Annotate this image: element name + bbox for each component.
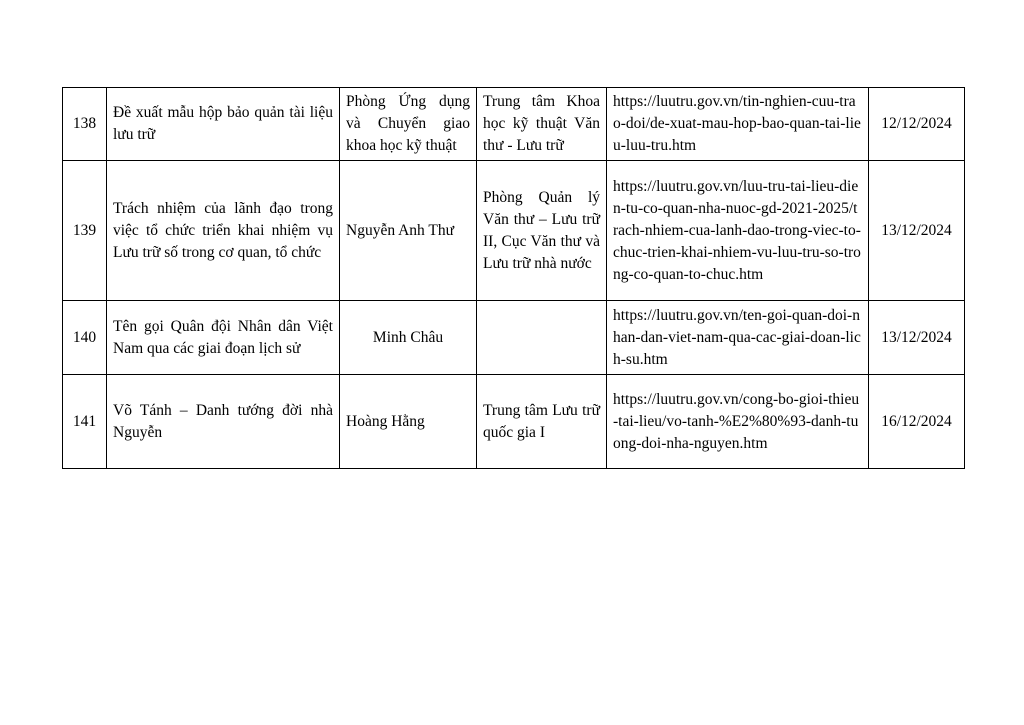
publish-date: 13/12/2024	[869, 301, 965, 375]
article-author: Phòng Ứng dụng và Chuyển giao khoa học kỹ thuật	[340, 88, 477, 161]
table-row	[63, 301, 965, 375]
article-title: Tên gọi Quân đội Nhân dân Việt Nam qua các giai đoạn lịch sử	[107, 301, 340, 375]
row-number: 138	[63, 88, 107, 161]
article-author: Minh Châu	[340, 301, 477, 375]
article-link[interactable]: https://luutru.gov.vn/ten-goi-quan-doi-nhan-dan-viet-nam-qua-cac-giai-doan-lich-su.htm	[607, 301, 869, 375]
article-link[interactable]: https://luutru.gov.vn/cong-bo-gioi-thieu-tai-lieu/vo-tanh-%E2%80%93-danh-tuong-doi-nha-nguyen.htm	[607, 375, 869, 469]
row-number: 140	[63, 301, 107, 375]
table-row	[63, 88, 965, 161]
publish-date: 12/12/2024	[869, 88, 965, 161]
row-number: 139	[63, 161, 107, 301]
article-organization: Trung tâm Khoa học kỹ thuật Văn thư - Lưu trữ	[477, 88, 607, 161]
publish-date: 16/12/2024	[869, 375, 965, 469]
article-title: Đề xuất mẫu hộp bảo quản tài liệu lưu trữ	[107, 88, 340, 161]
article-title: Trách nhiệm của lãnh đạo trong việc tổ chức triển khai nhiệm vụ Lưu trữ số trong cơ quan, tổ chức	[107, 161, 340, 301]
article-organization	[477, 301, 607, 375]
article-organization: Trung tâm Lưu trữ quốc gia I	[477, 375, 607, 469]
table-row	[63, 161, 965, 301]
article-organization: Phòng Quản lý Văn thư – Lưu trữ II, Cục Văn thư và Lưu trữ nhà nước	[477, 161, 607, 301]
row-number: 141	[63, 375, 107, 469]
article-title: Võ Tánh – Danh tướng đời nhà Nguyễn	[107, 375, 340, 469]
article-link[interactable]: https://luutru.gov.vn/luu-tru-tai-lieu-dien-tu-co-quan-nha-nuoc-gd-2021-2025/trach-nhiem-cua-lanh-dao-trong-viec-to-chuc-trien-khai-nhiem-vu-luu-tru-so-trong-co-quan-to-chuc.htm	[607, 161, 869, 301]
article-author: Nguyễn Anh Thư	[340, 161, 477, 301]
publish-date: 13/12/2024	[869, 161, 965, 301]
article-link[interactable]: https://luutru.gov.vn/tin-nghien-cuu-trao-doi/de-xuat-mau-hop-bao-quan-tai-lieu-luu-tru.htm	[607, 88, 869, 161]
article-author: Hoàng Hằng	[340, 375, 477, 469]
table-row	[63, 375, 965, 469]
articles-table	[62, 87, 965, 469]
